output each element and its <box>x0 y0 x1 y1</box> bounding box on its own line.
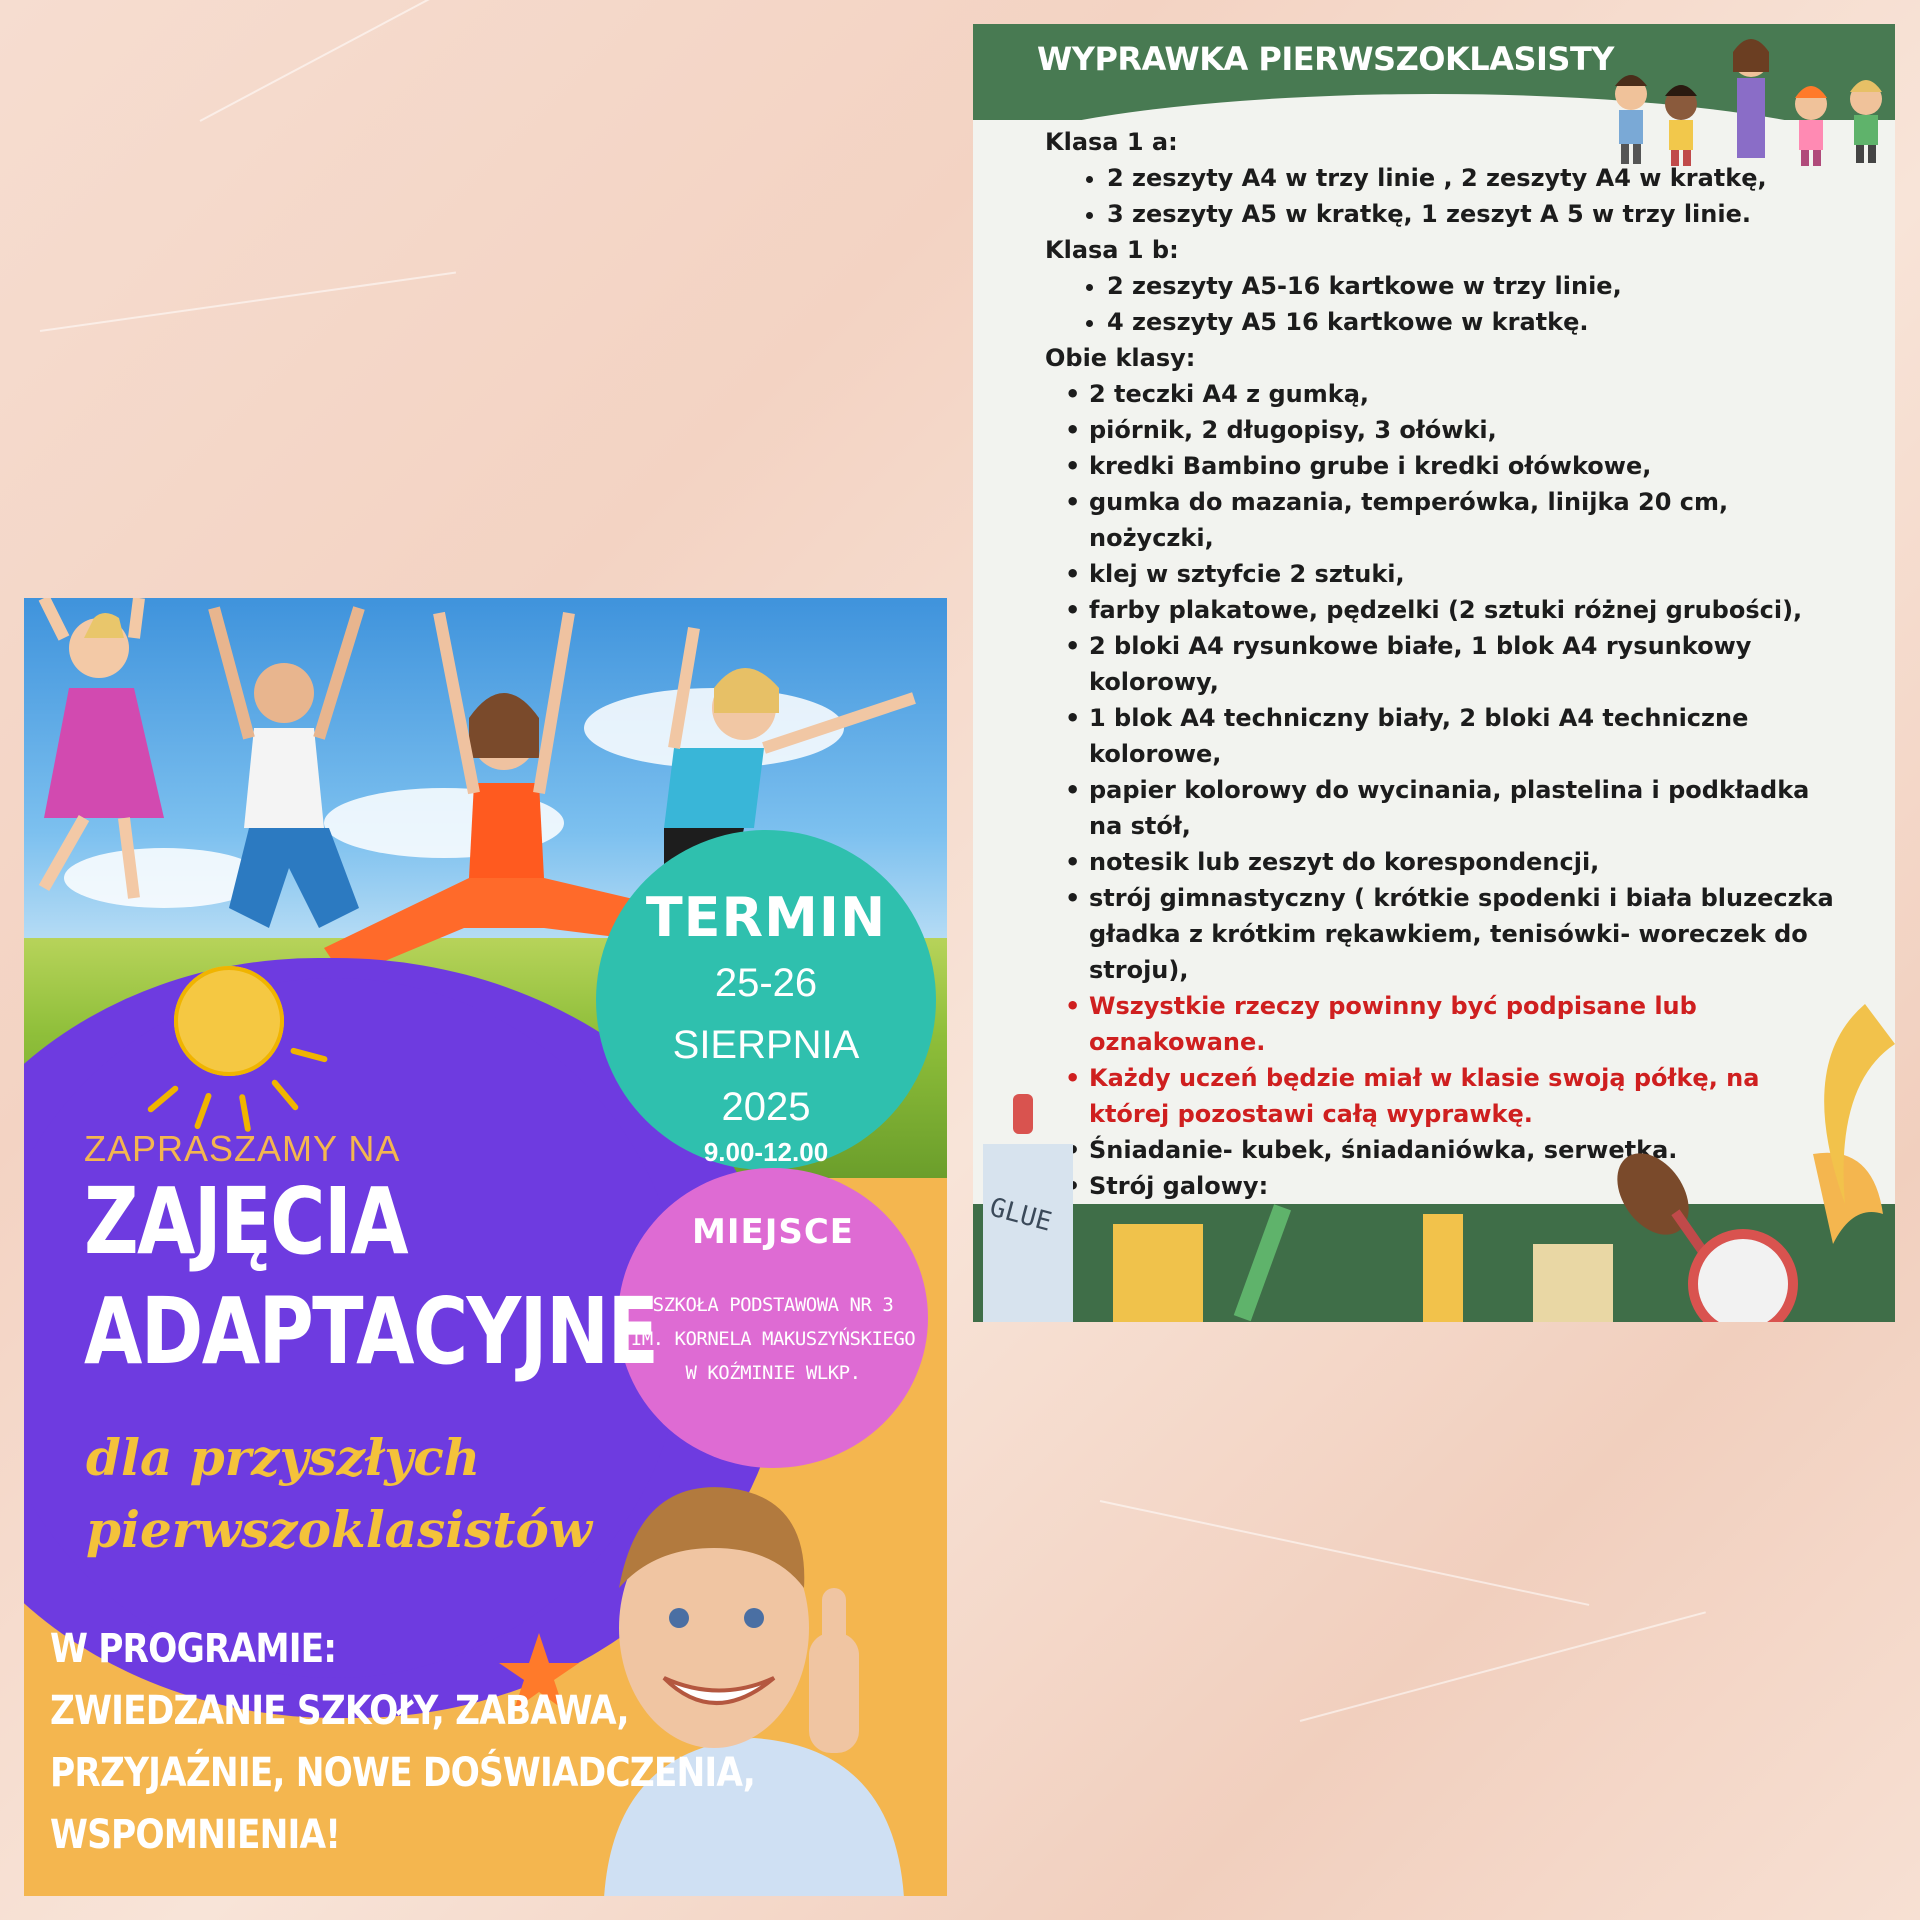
list-item: • 2 teczki A4 z gumką, <box>1065 376 1845 412</box>
program-line2: ZWIEDZANIE SZKOŁY, ZABAWA, <box>50 1688 629 1734</box>
klasa-1b-label: Klasa 1 b: <box>1045 236 1179 264</box>
sun-icon <box>174 966 284 1076</box>
red-notice-item: • Wszystkie rzeczy powinny być podpisane lub oznakowane. <box>1065 988 1845 1060</box>
termin-year: 2025 <box>721 1085 811 1129</box>
marble-vein <box>1100 1500 1589 1606</box>
marble-vein <box>1300 1611 1706 1722</box>
miejsce-line3: W KOŹMINIE WLKP. <box>685 1362 861 1384</box>
marble-vein <box>200 0 431 122</box>
termin-month: SIERPNIA <box>672 1023 860 1067</box>
title-line2: ADAPTACYJNE <box>84 1278 658 1385</box>
boy-white <box>214 608 359 928</box>
list-item: • 2 bloki A4 rysunkowe białe, 1 blok A4 rysunkowy kolorowy, <box>1065 628 1845 700</box>
marble-vein <box>40 272 456 332</box>
list-item: • 1 blok A4 techniczny biały, 2 bloki A4 techniczne kolorowe, <box>1065 700 1845 772</box>
invite-text: ZAPRASZAMY NA <box>84 1128 401 1169</box>
termin-hours: 9.00-12.00 <box>703 1137 829 1167</box>
klasa-1b-list <box>1045 268 1845 340</box>
list-item: • 3 zeszyty A5 w kratkę, 1 zeszyt A 5 w trzy linie. <box>1107 196 1845 232</box>
smiling-boy-photo <box>584 1478 914 1896</box>
glue-bottle-icon <box>973 1074 1083 1322</box>
klasa-1a-list <box>1045 160 1845 232</box>
klasa-1a-label: Klasa 1 a: <box>1045 128 1178 156</box>
list-title: WYPRAWKA PIERWSZOKLASISTY <box>1037 40 1614 78</box>
program-line4: WSPOMNIENIA! <box>50 1812 341 1858</box>
obie-label: Obie klasy: <box>1045 344 1196 372</box>
subtitle-line2: pierwszoklasistów <box>86 1500 592 1559</box>
red-notice-item: • Każdy uczeń będzie miał w klasie swoją półkę, na której pozostawi całą wyprawkę. <box>1065 1060 1845 1132</box>
miejsce-title: MIEJSCE <box>691 1212 855 1252</box>
program-line1: W PROGRAMIE: <box>50 1626 337 1672</box>
termin-title: TERMIN <box>645 886 887 949</box>
termin-dates: 25-26 <box>714 961 818 1005</box>
list-item: • 2 zeszyty A5-16 kartkowe w trzy linie, <box>1107 268 1845 304</box>
list-item: • klej w sztyfcie 2 sztuki, <box>1065 556 1845 592</box>
list-item: • 2 zeszyty A4 w trzy linie , 2 zeszyty A4 w kratkę, <box>1107 160 1845 196</box>
obie-list <box>1045 376 1845 1204</box>
list-item: • gumka do mazania, temperówka, linijka 20 cm, nożyczki, <box>1065 484 1845 556</box>
banana-icon <box>1795 1004 1895 1204</box>
miejsce-line2: IM. KORNELA MAKUSZYŃSKIEGO <box>630 1328 916 1350</box>
list-item: • kredki Bambino grube i kredki ołówkowe, <box>1065 448 1845 484</box>
girl-pink <box>44 598 164 898</box>
supply-list-document <box>973 24 1895 1322</box>
program-line3: PRZYJAŹNIE, NOWE DOŚWIADCZENIA, <box>50 1750 755 1796</box>
list-item: • piórnik, 2 długopisy, 3 ołówki, <box>1065 412 1845 448</box>
glue-label: GLUE <box>986 1192 1055 1238</box>
title-line1: ZAJĘCIA <box>84 1168 408 1275</box>
list-item: • Śniadanie- kubek, śniadaniówka, serwetka. <box>1065 1132 1845 1168</box>
termin-circle <box>596 830 936 1170</box>
adaptation-poster <box>24 598 947 1896</box>
miejsce-line1: SZKOŁA PODSTAWOWA NR 3 <box>652 1294 894 1316</box>
galowy-label: • Strój galowy: <box>1065 1168 1845 1204</box>
list-item: • notesik lub zeszyt do korespondencji, <box>1065 844 1845 880</box>
miejsce-circle <box>618 1168 928 1468</box>
list-item: • papier kolorowy do wycinania, plastelina i podkładka na stół, <box>1065 772 1845 844</box>
list-item: • farby plakatowe, pędzelki (2 sztuki różnej grubości), <box>1065 592 1845 628</box>
list-item: • strój gimnastyczny ( krótkie spodenki i biała bluzeczka gładka z krótkim rękawkiem, tenisówki- woreczek do stroju), <box>1065 880 1845 988</box>
subtitle-line1: dla przyszłych <box>86 1428 481 1487</box>
list-item: • 4 zeszyty A5 16 kartkowe w kratkę. <box>1107 304 1845 340</box>
